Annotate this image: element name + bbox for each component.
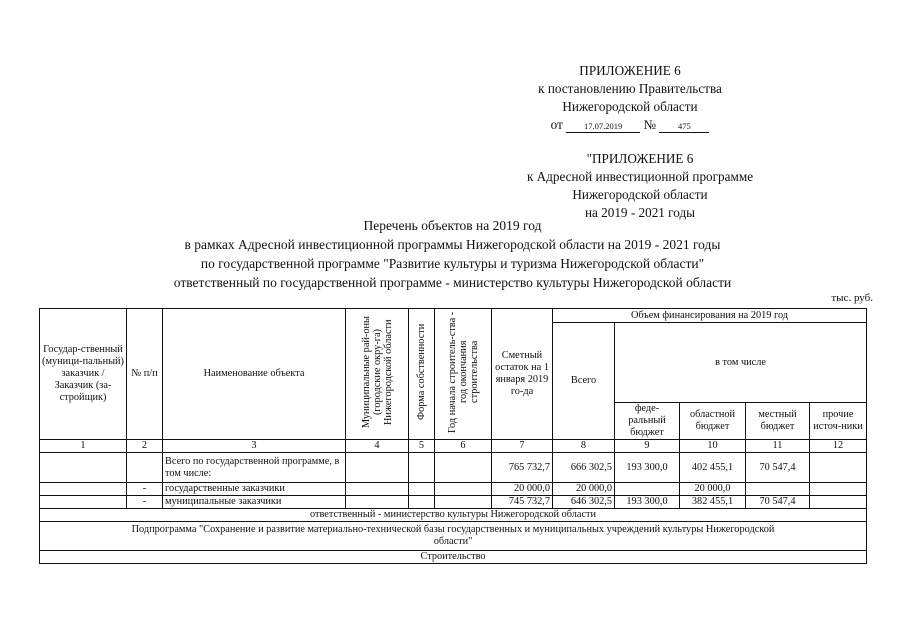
row-name: государственные заказчики	[163, 483, 346, 496]
row-federal	[615, 483, 680, 496]
row-regional: 402 455,1	[680, 453, 746, 483]
column-number: 2	[127, 440, 163, 453]
section-text: Строительство	[40, 551, 867, 564]
row-local	[746, 483, 810, 496]
header-number: № п/п	[127, 309, 163, 440]
row-total: 666 302,5	[553, 453, 615, 483]
table-row	[40, 483, 867, 496]
appendix-line: Нижегородской области	[572, 187, 708, 202]
column-number: 9	[615, 440, 680, 453]
header-total: Всего	[553, 323, 615, 440]
appendix-block-program	[490, 150, 790, 222]
section-row	[40, 551, 867, 564]
decree-number: 475	[659, 121, 709, 133]
row-name: муниципальные заказчики	[163, 496, 346, 509]
appendix-line: на 2019 - 2021 годы	[584, 205, 696, 220]
header-district	[346, 309, 409, 440]
row-name: Всего по государственной программе, в том числе:	[163, 453, 346, 483]
header-federal: феде-ральный бюджет	[615, 403, 680, 440]
units-label: тыс. руб.	[831, 292, 873, 304]
heading-line: по государственной программе "Развитие культуры и туризма Нижегородской области"	[200, 256, 705, 271]
subprogram-label: Подпрограмма "Сохранение и развитие материально-технической базы государственных и муниципальных учреждений культуры Нижегородской области"	[131, 524, 775, 547]
row-remainder: 20 000,0	[492, 483, 553, 496]
header-years-text: Год начала строитель-ства - год окончания строительства	[446, 311, 480, 433]
header-local: местный бюджет	[746, 403, 810, 440]
header-customer: Государ-ственный (муници-пальный) заказчик / Заказчик (за-стройщик)	[40, 309, 127, 440]
header-remainder: Сметный остаток на 1 января 2019 го-да	[492, 309, 553, 440]
number-prefix: №	[643, 117, 657, 132]
row-local: 70 547,4	[746, 496, 810, 509]
heading-line: в рамках Адресной инвестиционной программы Нижегородской области на 2019 - 2021 годы	[184, 237, 721, 252]
header-financing: Объем финансирования на 2019 год	[553, 309, 867, 323]
column-number: 10	[680, 440, 746, 453]
row-number: -	[127, 496, 163, 509]
appendix-line: к постановлению Правительства	[538, 81, 722, 96]
objects-table	[39, 308, 867, 564]
header-including: в том числе	[615, 323, 867, 403]
column-number: 11	[746, 440, 810, 453]
responsible-row	[40, 509, 867, 522]
column-number: 6	[435, 440, 492, 453]
header-object-name: Наименование объекта	[163, 309, 346, 440]
column-number: 3	[163, 440, 346, 453]
header-regional: областной бюджет	[680, 403, 746, 440]
row-local: 70 547,4	[746, 453, 810, 483]
table-row	[40, 496, 867, 509]
column-number: 12	[810, 440, 867, 453]
header-other: прочие источ-ники	[810, 403, 867, 440]
row-federal: 193 300,0	[615, 496, 680, 509]
row-federal: 193 300,0	[615, 453, 680, 483]
row-total: 646 302,5	[553, 496, 615, 509]
column-number: 1	[40, 440, 127, 453]
row-number: -	[127, 483, 163, 496]
date-prefix: от	[550, 117, 563, 132]
heading-line: ответственный по государственной программе - министерство культуры Нижегородской области	[173, 275, 732, 290]
row-remainder: 745 732,7	[492, 496, 553, 509]
document-heading	[0, 216, 905, 292]
heading-line: Перечень объектов на 2019 год	[363, 218, 542, 233]
appendix-line: к Адресной инвестиционной программе	[526, 169, 754, 184]
header-district-text: Муниципальные рай-оны (городские окру-га) Нижегородской области	[360, 316, 394, 428]
appendix-title: ПРИЛОЖЕНИЕ 6	[579, 63, 681, 78]
responsible-text: ответственный - министерство культуры Нижегородской области	[40, 509, 867, 522]
row-regional: 382 455,1	[680, 496, 746, 509]
column-number: 7	[492, 440, 553, 453]
row-number	[127, 453, 163, 483]
appendix-block-decree	[520, 62, 740, 134]
column-numbers-row	[40, 440, 867, 453]
column-number: 8	[553, 440, 615, 453]
subprogram-row	[40, 522, 867, 551]
subprogram-text	[40, 522, 867, 551]
row-remainder: 765 732,7	[492, 453, 553, 483]
appendix-line: Нижегородской области	[562, 99, 698, 114]
appendix-title: "ПРИЛОЖЕНИЕ 6	[586, 151, 694, 166]
column-number: 5	[409, 440, 435, 453]
header-ownership-text: Форма собственности	[416, 323, 427, 421]
row-total: 20 000,0	[553, 483, 615, 496]
header-years	[435, 309, 492, 440]
column-number: 4	[346, 440, 409, 453]
row-regional: 20 000,0	[680, 483, 746, 496]
header-ownership	[409, 309, 435, 440]
table-row	[40, 453, 867, 483]
decree-date: 17.07.2019	[566, 121, 640, 133]
decree-date-line	[520, 116, 740, 134]
